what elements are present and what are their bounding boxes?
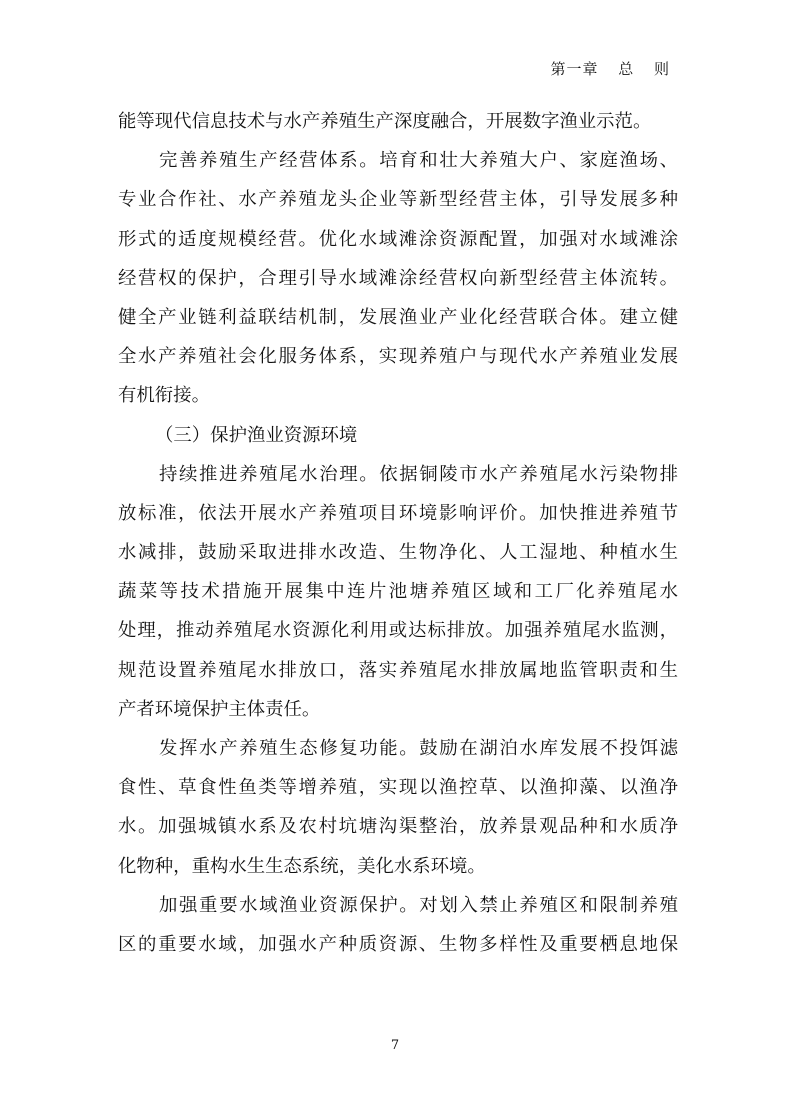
text-line: 持续推进养殖尾水治理。依据铜陵市水产养殖尾水污染物排 [159, 463, 678, 485]
text-line: 放标准，依法开展水产养殖项目环境影响评价。加快推进养殖节 [118, 502, 678, 524]
text-line: 经营权的保护，合理引导水域滩涂经营权向新型经营主体流转。 [118, 267, 678, 289]
text-line: 完善养殖生产经营体系。培育和壮大养殖大户、家庭渔场、 [159, 150, 678, 172]
text-line: 形式的适度规模经营。优化水域滩涂资源配置，加强对水域滩涂 [118, 228, 678, 250]
text-line: 规范设置养殖尾水排放口，落实养殖尾水排放属地监管职责和生 [118, 659, 678, 681]
body-text [118, 102, 678, 964]
text-line: 化物种，重构水生生态系统，美化水系环境。 [118, 855, 486, 877]
running-header: 第一章 总 则 [550, 60, 670, 78]
text-line: 发挥水产养殖生态修复功能。鼓励在湖泊水库发展不投饵滤 [159, 738, 678, 759]
text-line: 蔬菜等技术措施开展集中连片池塘养殖区域和工厂化养殖尾水 [118, 581, 678, 603]
text-line: 专业合作社、水产养殖龙头企业等新型经营主体，引导发展多种 [118, 189, 678, 211]
text-line: 有机衔接。 [118, 385, 210, 407]
text-line: 全水产养殖社会化服务体系，实现养殖户与现代水产养殖业发展 [118, 346, 678, 368]
text-line: 健全产业链利益联结机制，发展渔业产业化经营联合体。建立健 [118, 306, 678, 328]
text-line: 食性、草食性鱼类等增养殖，实现以渔控草、以渔抑藻、以渔净 [118, 777, 678, 799]
text-line: 加强重要水域渔业资源保护。对划入禁止养殖区和限制养殖 [159, 894, 678, 916]
page-number: 7 [390, 1038, 400, 1053]
text-line: 处理，推动养殖尾水资源化利用或达标排放。加强养殖尾水监测， [118, 620, 678, 642]
text-line: 产者环境保护主体责任。 [118, 698, 321, 720]
text-line: 水。加强城镇水系及农村坑塘沟渠整治，放养景观品种和水质净 [118, 816, 678, 838]
text-line: 区的重要水域，加强水产种质资源、生物多样性及重要栖息地保 [118, 933, 678, 955]
text-line: 水减排，鼓励采取进排水改造、生物净化、人工湿地、种植水生 [118, 542, 678, 564]
text-line: 能等现代信息技术与水产养殖生产深度融合，开展数字渔业示范。 [118, 111, 652, 132]
section-heading: （三）保护渔业资源环境 [155, 424, 358, 446]
